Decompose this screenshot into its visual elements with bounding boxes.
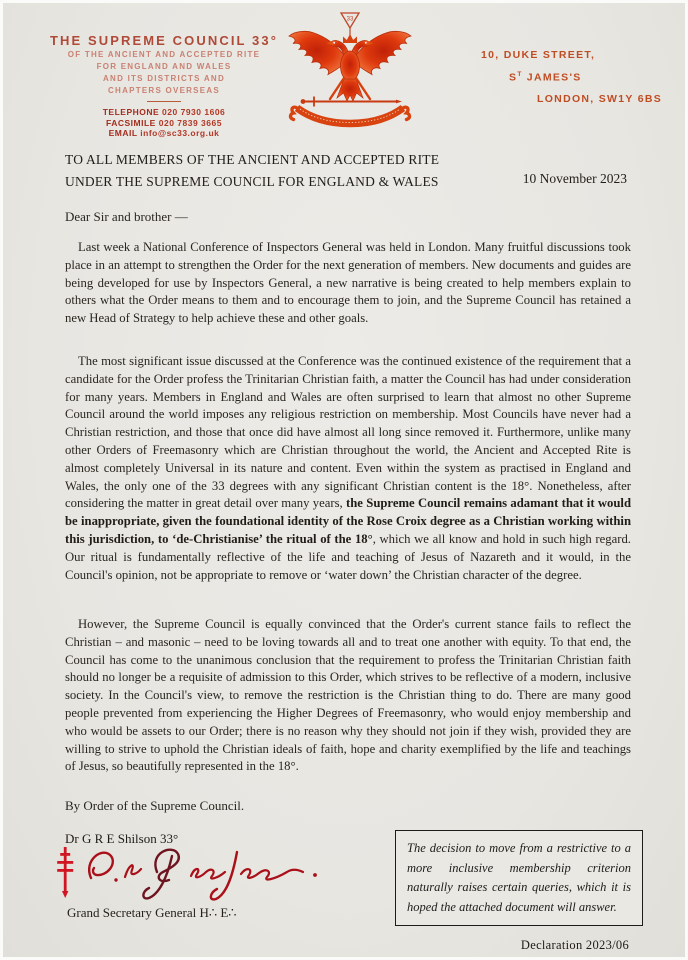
- salem-cross-icon: [57, 847, 73, 898]
- paragraph-2-normal-2: , which we all know and hold in such high regard. Our ritual is fundamentally reflective of the life and teaching of Jesus of Nazareth and it would, in the Council's opinion, not be appropriate to remove or ‘water down’ the Christian character of the degree.: [65, 531, 631, 582]
- signature-graphic: [53, 844, 363, 904]
- note-box: The decision to move from a restrictive to a more inclusive membership criterion naturally raises certain queries, which it is hoped the attached document will answer.: [395, 830, 643, 926]
- salutation: Dear Sir and brother —: [65, 209, 188, 224]
- signatory-title: Grand Secretary General H∴ E∴: [67, 905, 237, 920]
- signatory-name: Dr G R E Shilson 33°: [65, 831, 179, 846]
- email-label: EMAIL: [108, 128, 138, 138]
- letterhead-divider: [147, 101, 181, 102]
- org-subtitle-line: FOR ENGLAND AND WALES: [96, 62, 232, 71]
- org-subtitle-line: AND ITS DISTRICTS AND: [103, 74, 225, 83]
- letter-date: 10 November 2023: [522, 171, 627, 186]
- org-email-line: [37, 128, 291, 139]
- double-headed-eagle-icon: [280, 9, 420, 141]
- org-title: THE SUPREME COUNCIL 33°: [49, 33, 279, 48]
- paragraph-2-bold: the Supreme Council remains adamant that it would be inappropriate, given the foundational identity of the Rose Croix degree as a Christian working within this jurisdiction, to ‘de-Christianise’ the ritual of the 18°: [65, 496, 631, 546]
- handwritten-signature-icon: [89, 850, 317, 900]
- address-line-2-pre: S: [509, 71, 518, 84]
- paragraph-2: [65, 353, 631, 584]
- org-telephone-line: [37, 107, 291, 118]
- paragraph-1: Last week a National Conference of Inspectors General was held in London. Many fruitful discussions took place in an attempt to strengthen the Order for the next generation of members. New documents and guides are being developed for use by Inspectors General, a new narrative is being created to help members explain to others what the Order means to them and to encourage them to join, and the Supreme Council has retained a new Head of Strategy to help achieve these and other goals.: [65, 240, 631, 326]
- paragraph-3: However, the Supreme Council is equally convinced that the Order's current stance fails to reflect the Christian – and masonic – need to be loving towards all and to treat one another with equity. To that end, the Council has come to the unanimous conclusion that the requirement to profess the Trinitarian Christian faith should no longer be a requisite of admission to this Order, which strives to be reflective of a modern, inclusive society. In the Council's view, to remove the restriction is the Christian thing to do. There are many good people prevented from experiencing the Higher Degrees of Freemasonry, who would enjoy membership and who would be assets to our Order; there is no reason why they should not join if they wish, provided they are willing to strive to uphold the Christian ideals of faith, hope and charity exemplified by the life and teachings of Jesus, so beautifully represented in the 18°.: [65, 617, 631, 774]
- closing-line: By Order of the Supreme Council.: [65, 798, 245, 813]
- emblem-triangle-number: 33: [346, 16, 354, 23]
- address-line-2: [509, 71, 582, 84]
- org-subtitle-line: OF THE ANCIENT AND ACCEPTED RITE: [67, 50, 261, 59]
- recipient-block: [65, 149, 545, 193]
- address-line-3: LONDON, SW1Y 6BS: [537, 93, 663, 105]
- email-address: info@sc33.org.uk: [140, 128, 220, 138]
- address-line-1: 10, DUKE STREET,: [481, 49, 596, 61]
- telephone-label: TELEPHONE: [102, 107, 160, 117]
- recipient-line-1: TO ALL MEMBERS OF THE ANCIENT AND ACCEPTED RITE: [65, 152, 440, 167]
- paragraph-2-normal-1: The most significant issue discussed at the Conference was the continued existence of the requirement that a candidate for the Order profess the Trinitarian Christian faith, a matter the Council has had under consideration for many years. Members in England and Wales are often surprised to learn that almost no other Supreme Council around the world imposes any religious restriction on membership. Most Councils have never had a Christian restriction, and those that once did have almost all long since removed it. Furthermore, unlike many other Orders of Freemasonry which are Christian throughout the world, the Ancient and Accepted Rite is almost completely Universal in its nature and content. Even within the system as practised in England and Wales, the only one of the 33 degrees with any significant Christian content is the 18°. Nonetheless, after considering the matter in great detail over many years,: [65, 354, 631, 511]
- facsimile-label: FACSIMILE: [106, 117, 156, 128]
- letterhead-org-block: [37, 33, 291, 139]
- telephone-number: 020 7930 1606: [162, 107, 226, 117]
- recipient-line-2: UNDER THE SUPREME COUNCIL FOR ENGLAND & WALES: [65, 174, 439, 189]
- org-subtitle-line: CHAPTERS OVERSEAS: [108, 86, 220, 95]
- address-line-2-post: JAMES'S: [522, 71, 582, 84]
- footer-reference: Declaration 2023/06: [520, 938, 629, 952]
- address-line-2-sup: T: [517, 71, 523, 78]
- org-facsimile-line: [37, 118, 291, 129]
- facsimile-number: 020 7839 3665: [158, 117, 222, 128]
